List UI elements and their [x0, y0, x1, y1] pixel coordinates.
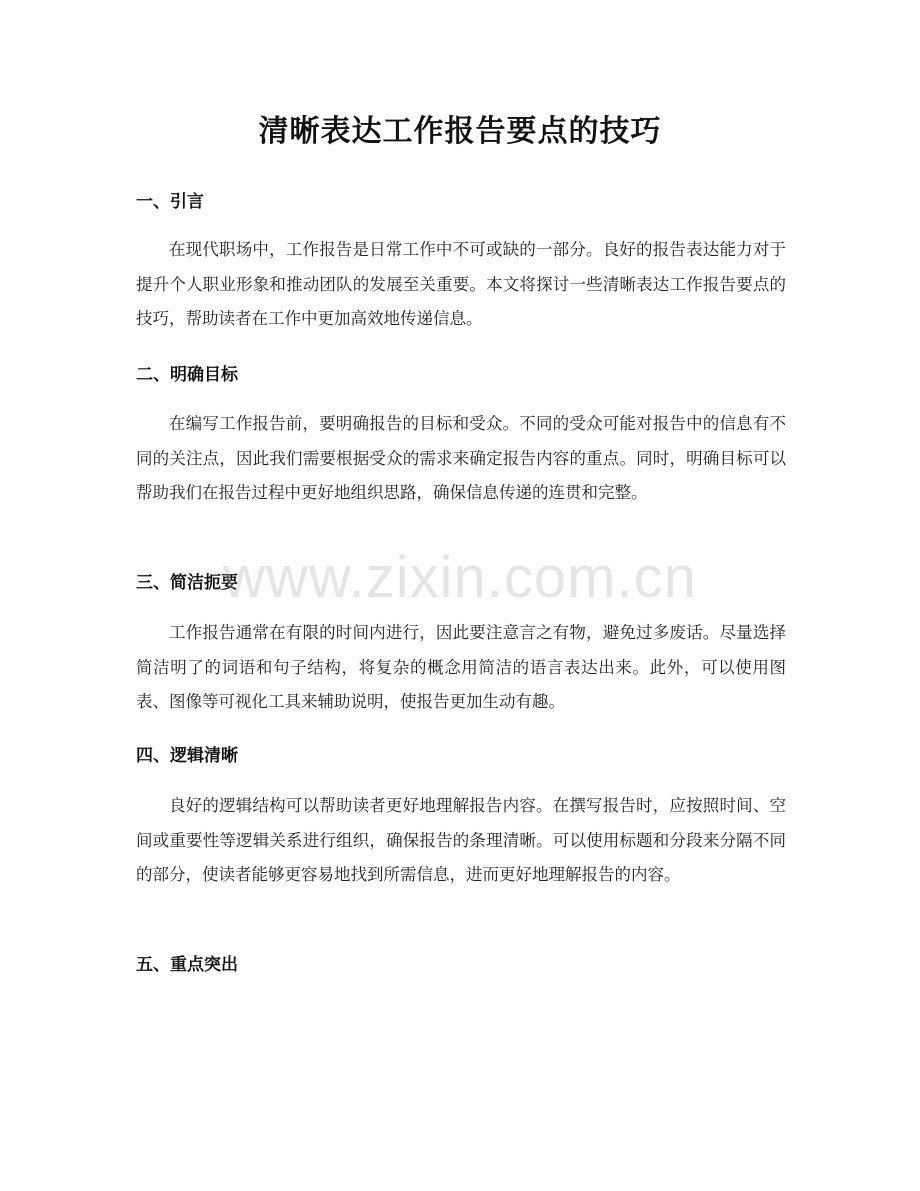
- section-paragraph-clear-goals: 在编写工作报告前，要明确报告的目标和受众。不同的受众可能对报告中的信息有不同的关注点，因此我们需要根据受众的需求来确定报告内容的重点。同时，明确目标可以帮助我们在报告过程中更好地组织思路，确保信息传递的连贯和完整。: [136, 414, 786, 502]
- watermark: www.zixin.com.cn: [223, 545, 697, 610]
- document-title: 清晰表达工作报告要点的技巧: [258, 114, 662, 149]
- section-heading-concise: 三、简洁扼要: [136, 573, 238, 593]
- section-paragraph-logic: 良好的逻辑结构可以帮助读者更好地理解报告内容。在撰写报告时，应按照时间、空间或重要性等逻辑关系进行组织，确保报告的条理清晰。可以使用标题和分段来分隔不同的部分，使读者能够更容易地找到所需信息，进而更好地理解报告的内容。: [136, 796, 786, 884]
- section-heading-introduction: 一、引言: [136, 192, 204, 212]
- section-heading-logic: 四、逻辑清晰: [136, 746, 238, 766]
- section-paragraph-introduction: 在现代职场中，工作报告是日常工作中不可或缺的一部分。良好的报告表达能力对于提升个人职业形象和推动团队的发展至关重要。本文将探讨一些清晰表达工作报告要点的技巧，帮助读者在工作中更加高效地传递信息。: [136, 240, 786, 328]
- section-paragraph-concise: 工作报告通常在有限的时间内进行，因此要注意言之有物，避免过多废话。尽量选择简洁明了的词语和句子结构，将复杂的概念用简洁的语言表达出来。此外，可以使用图表、图像等可视化工具来辅助说明，使报告更加生动有趣。: [136, 623, 786, 711]
- section-heading-highlight: 五、重点突出: [136, 955, 238, 975]
- section-heading-clear-goals: 二、明确目标: [136, 365, 238, 385]
